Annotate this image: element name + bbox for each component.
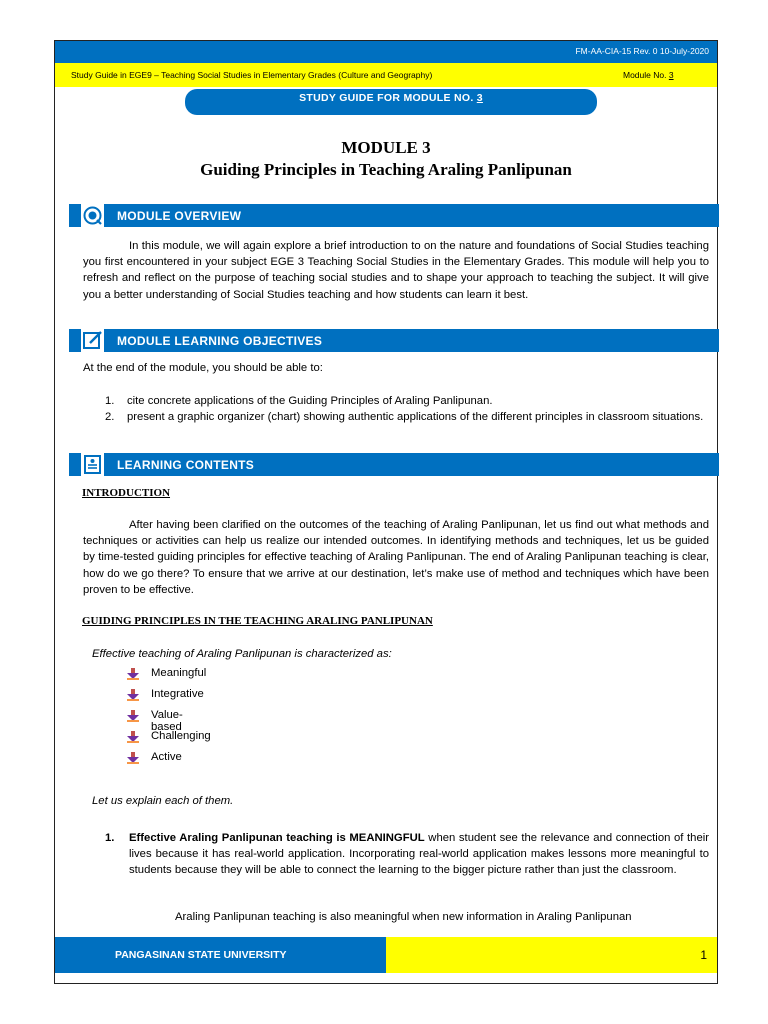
arrow-bullet-icon [127, 752, 139, 767]
contents-heading: LEARNING CONTENTS [117, 458, 255, 472]
objective-number: 2. [105, 411, 115, 423]
principle-label: Integrative [151, 688, 204, 700]
course-bar [55, 63, 717, 87]
point-1-continued: Araling Panlipunan teaching is also meaningful when new information in Araling Panlipunan [175, 911, 632, 923]
arrow-bullet-icon [127, 710, 139, 725]
objectives-intro: At the end of the module, you should be able to: [83, 362, 323, 374]
target-icon [81, 204, 104, 227]
point-1-text: when student see the relevance and connection of their lives because it has real-world application. Incorporating real-world application makes lessons more meaningful to students because they will be able to connect the learning to the bigger picture rather than just the classroom. [129, 832, 709, 877]
objectives-heading: MODULE LEARNING OBJECTIVES [117, 334, 323, 348]
principle-label: Meaningful [151, 667, 207, 679]
objective-text: present a graphic organizer (chart) showing authentic applications of the different principles in classroom situations. [127, 411, 704, 423]
document-icon [81, 453, 104, 476]
study-guide-page [54, 40, 718, 984]
principle-label: Challenging [151, 730, 211, 742]
point-1 [105, 830, 709, 879]
arrow-bullet-icon [127, 731, 139, 746]
overview-section-bar [69, 204, 719, 227]
university-name: PANGASINAN STATE UNIVERSITY [115, 949, 287, 961]
study-guide-label: STUDY GUIDE FOR MODULE NO. [299, 92, 477, 104]
module-subtitle: Guiding Principles in Teaching Araling Panlipunan [200, 160, 572, 179]
overview-text: In this module, we will again explore a brief introduction to on the nature and foundations of Social Studies teaching you first encountered in your subject EGE 3 Teaching Social Studies in the Elementary Grades. This module will help you to refresh and reflect on the purpose of teaching social studies and to shape your approach to teaching the subject. It will give you a better understanding of Social Studies teaching and how students can learn it best. [83, 240, 709, 301]
course-title: Study Guide in EGE9 – Teaching Social Studies in Elementary Grades (Culture and Geography) [71, 70, 433, 80]
contents-section-bar [69, 453, 719, 476]
arrow-bullet-icon [127, 668, 139, 683]
principle-label: Active [151, 751, 182, 763]
footer-page-bar [386, 937, 717, 973]
principle-label: Value-based [151, 709, 183, 733]
footer-university-bar [55, 937, 386, 973]
top-header-bar [55, 41, 717, 63]
objective-number: 1. [105, 395, 115, 407]
objectives-section-bar [69, 329, 719, 352]
module-number [623, 70, 674, 80]
introduction-text: After having been clarified on the outcomes of the teaching of Araling Panlipunan, let us find out what methods and techniques or activities can help us realize our intended outcomes. In identifying methods and techniques, let us be guided by time-tested guiding principles for effective teaching of Araling Panlipunan. The end of Araling Panlipunan teaching is clear, how do we go there? To ensure that we arrive at our destination, let’s make use of method and techniques which have been proven to be effective. [83, 519, 709, 596]
characterized-text: Effective teaching of Araling Panlipunan is characterized as: [92, 648, 392, 660]
module-number-label: Module No. [623, 70, 669, 80]
overview-heading: MODULE OVERVIEW [117, 209, 242, 223]
module-title: MODULE 3 [341, 138, 431, 157]
point-1-body [129, 830, 709, 879]
explain-text: Let us explain each of them. [92, 795, 234, 807]
module-number-value: 3 [668, 70, 674, 80]
edit-icon [81, 329, 104, 352]
arrow-bullet-icon [127, 689, 139, 704]
study-guide-banner [185, 89, 597, 115]
page-number: 1 [700, 948, 707, 962]
objective-text: cite concrete applications of the Guiding Principles of Araling Panlipunan. [127, 395, 493, 407]
introduction-heading: INTRODUCTION [82, 487, 171, 499]
principles-heading: GUIDING PRINCIPLES IN THE TEACHING ARALING PANLIPUNAN [82, 615, 433, 627]
point-1-number: 1. [105, 832, 115, 844]
form-code: FM-AA-CIA-15 Rev. 0 10-July-2020 [575, 46, 709, 56]
point-1-bold: Effective Araling Panlipunan teaching is MEANINGFUL [129, 832, 425, 844]
study-guide-value: 3 [476, 92, 483, 104]
